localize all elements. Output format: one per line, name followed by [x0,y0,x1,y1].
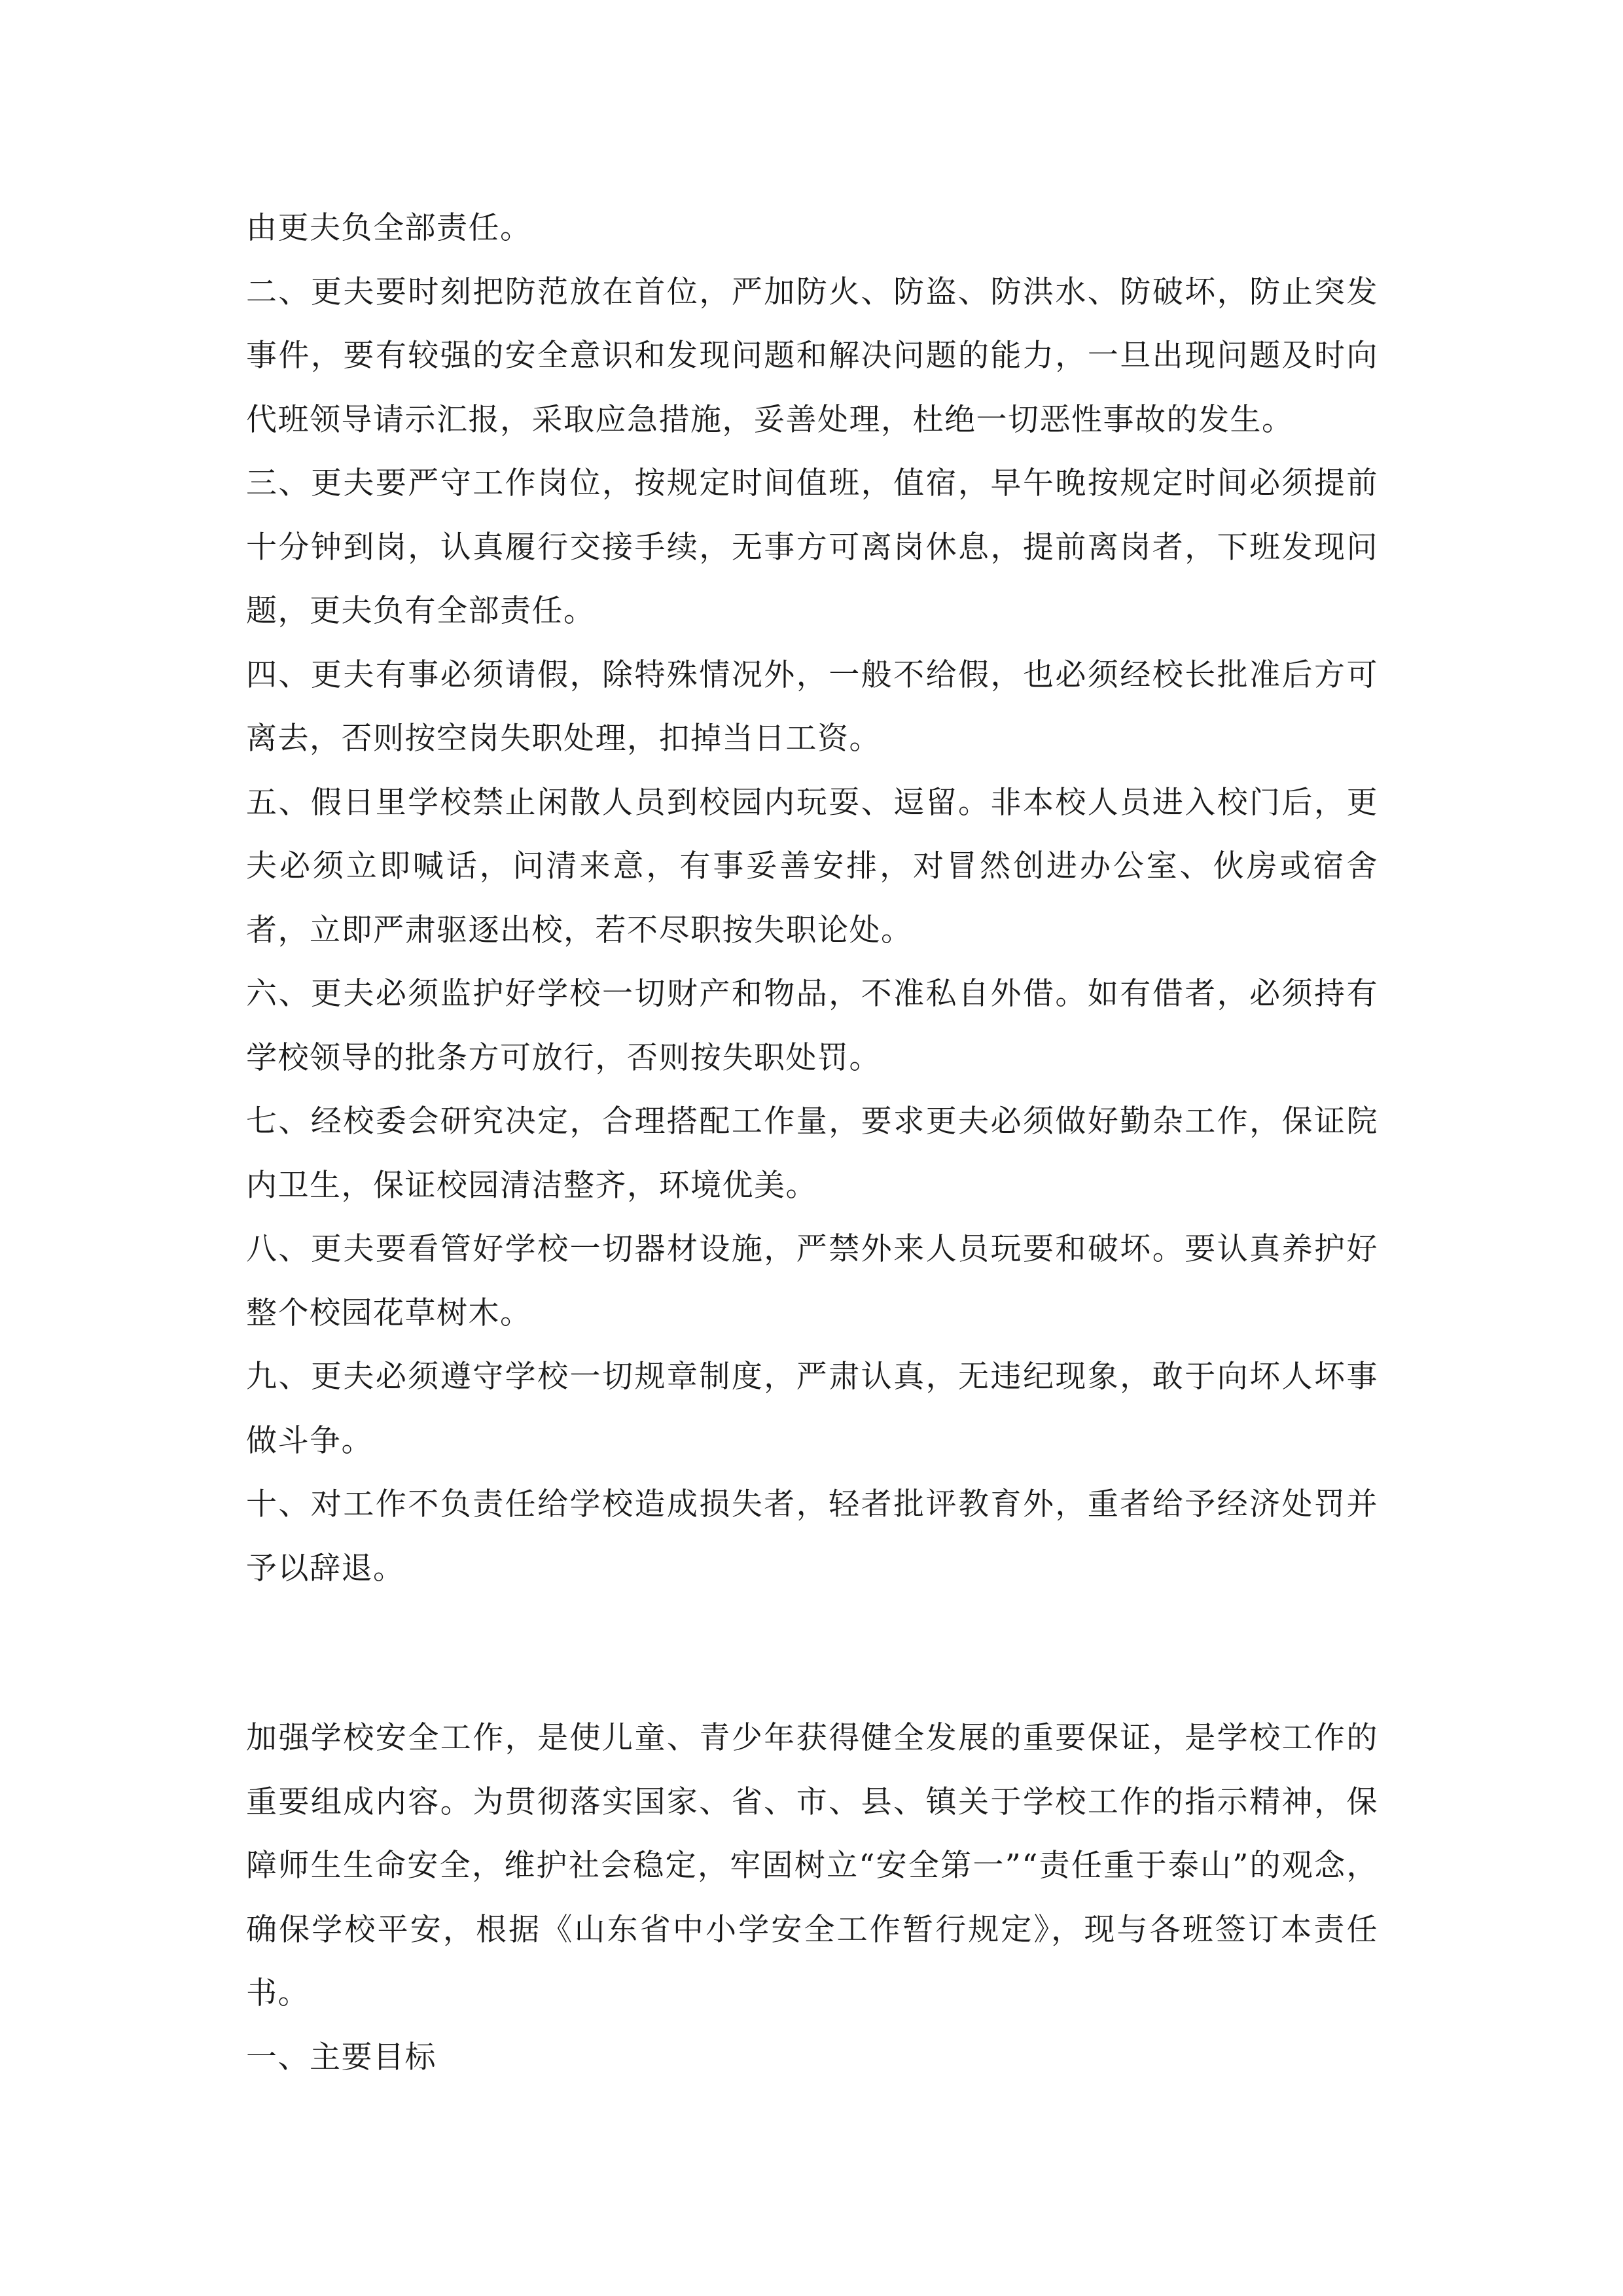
safety-responsibility-section [246,1706,1378,2089]
heading-main-goals: 一、主要目标 [246,2039,437,2075]
rule-10: 十、对工作不负责任给学校造成损失者，轻者批评教育外，重者给予经济处罚并予以辞退。 [246,1486,1378,1587]
rule-7: 七、经校委会研究决定，合理搭配工作量，要求更夫必须做好勤杂工作，保证院内卫生，保证校园清洁整齐，环境优美。 [246,1103,1378,1204]
rule-9: 九、更夫必须遵守学校一切规章制度，严肃认真，无违纪现象，敢于向坏人坏事做斗争。 [246,1359,1378,1459]
intro-paragraph: 加强学校安全工作，是使儿童、青少年获得健全发展的重要保证，是学校工作的重要组成内容。为贯彻落实国家、省、市、县、镇关于学校工作的指示精神，保障师生生命安全，维护社会稳定，牢固树立“安全第一”“责任重于泰山”的观念，确保学校平安，根据《山东省中小学安全工作暂行规定》，现与各班签订本责任书。 [246,1720,1378,2011]
rule-8: 八、更夫要看管好学校一切器材设施，严禁外来人员玩要和破坏。要认真养护好整个校园花草树木。 [246,1231,1378,1331]
duty-rules-section [246,196,1378,1600]
rule-4: 四、更夫有事必须请假，除特殊情况外，一般不给假，也必须经校长批准后方可离去，否则按空岗失职处理，扣掉当日工资。 [246,656,1378,757]
section-spacer [246,1600,1378,1706]
rule-2: 二、更夫要时刻把防范放在首位，严加防火、防盗、防洪水、防破坏，防止突发事件，要有较强的安全意识和发现问题和解决问题的能力，一旦出现问题及时向代班领导请示汇报，采取应急措施，妥善处理，杜绝一切恶性事故的发生。 [246,274,1378,438]
paragraph-continuation: 由更夫负全部责任。 [246,210,532,246]
rule-5: 五、假日里学校禁止闲散人员到校园内玩耍、逗留。非本校人员进入校门后，更夫必须立即喊话，问清来意，有事妥善安排，对冒然创进办公室、伙房或宿舍者，立即严肃驱逐出校，若不尽职按失职论处。 [246,784,1378,948]
rule-6: 六、更夫必须监护好学校一切财产和物品，不准私自外借。如有借者，必须持有学校领导的批条方可放行，否则按失职处罚。 [246,976,1378,1076]
document-page [246,196,1378,2089]
rule-3: 三、更夫要严守工作岗位，按规定时间值班，值宿，早午晚按规定时间必须提前十分钟到岗，认真履行交接手续，无事方可离岗休息，提前离岗者，下班发现问题，更夫负有全部责任。 [246,465,1378,629]
